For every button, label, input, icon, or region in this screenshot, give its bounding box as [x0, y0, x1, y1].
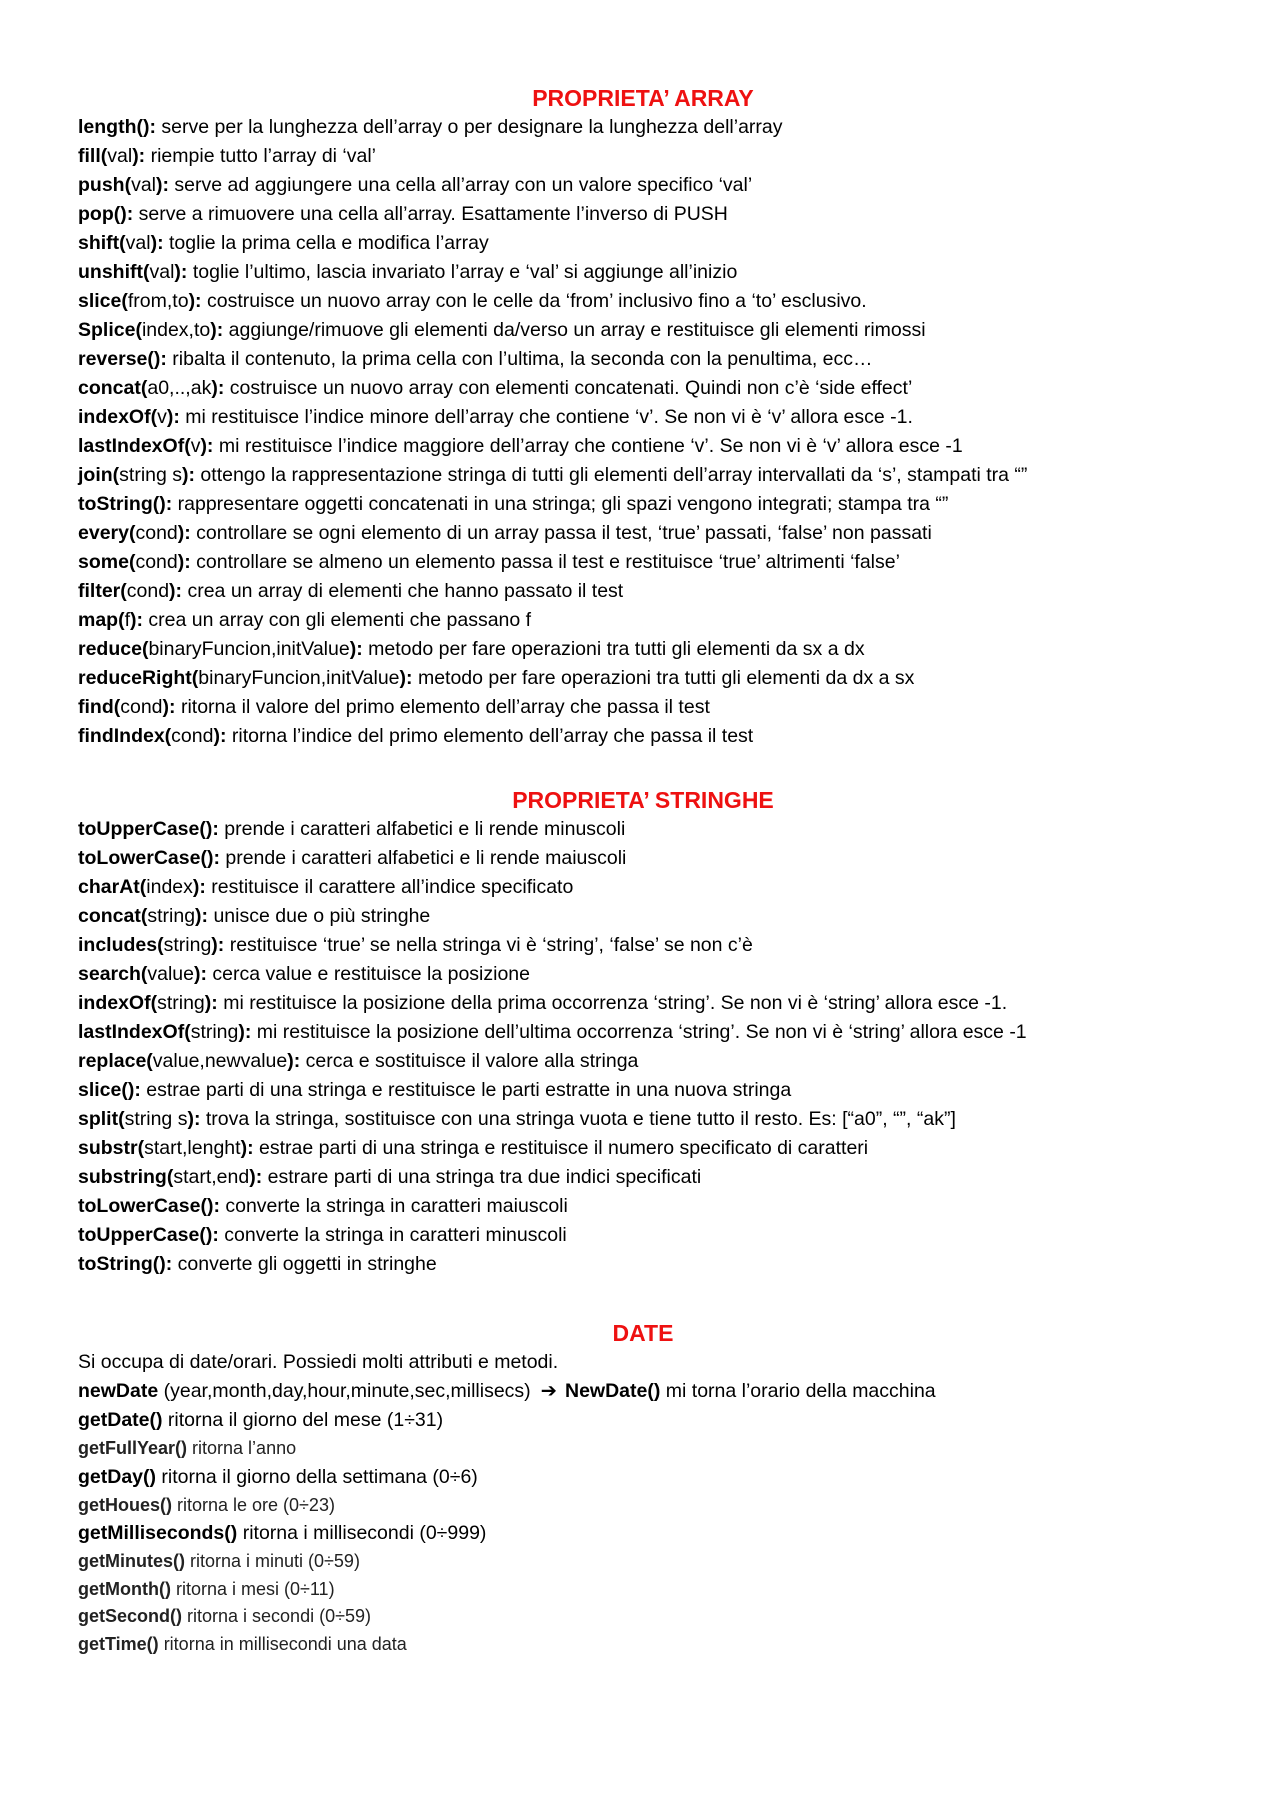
method-name: slice() [78, 1079, 135, 1101]
method-args: cond [171, 725, 214, 747]
method-description: ): serve ad aggiungere una cella all’array con un valore specifico ‘val’ [156, 174, 753, 196]
date-method-name: getTime() [78, 1633, 159, 1654]
method-line [78, 548, 1208, 577]
date-method-description: ritorna le ore (0÷23) [172, 1494, 335, 1515]
method-name: reduceRight( [78, 667, 199, 689]
method-line [78, 316, 1208, 345]
method-line [78, 693, 1208, 722]
method-line [78, 873, 1208, 902]
method-line [78, 815, 1208, 844]
method-args: f [124, 609, 131, 631]
method-line [78, 577, 1208, 606]
date-section-title: DATE [612, 1320, 674, 1346]
method-name: search( [78, 963, 148, 985]
method-args: binaryFuncion,initValue [148, 638, 350, 660]
newdate-args: (year,month,day,hour,minute,sec,millisecs) [158, 1380, 531, 1402]
date-method-line [78, 1548, 1208, 1576]
method-line [78, 664, 1208, 693]
method-args: binaryFuncion,initValue [198, 667, 400, 689]
method-line [78, 1018, 1208, 1047]
method-args: v [157, 406, 167, 428]
date-method-description: ritorna i millisecondi (0÷999) [237, 1522, 487, 1544]
date-method-line [78, 1631, 1208, 1659]
method-line [78, 1076, 1208, 1105]
array-section-title: PROPRIETA’ ARRAY [532, 85, 754, 111]
method-line [78, 844, 1208, 873]
method-description: ): restituisce il carattere all’indice specificato [192, 876, 574, 898]
method-args: val [107, 145, 133, 167]
string-methods-list [78, 815, 1208, 1279]
method-args: string [190, 1021, 239, 1043]
method-line [78, 960, 1208, 989]
method-description: : serve a rimuovere una cella all’array. Esattamente l’inverso di PUSH [126, 203, 728, 225]
method-description: ): mi restituisce l’indice maggiore dell’array che contiene ‘v’. Se non vi è ‘v’ allora esce -1 [200, 435, 963, 457]
method-name: reduce( [78, 638, 149, 660]
method-args: a0,..,ak [147, 377, 212, 399]
method-description: : rappresentare oggetti concatenati in una stringa; gli spazi vengono integrati; stampa tra “” [165, 493, 949, 515]
newdate-line [78, 1377, 1208, 1406]
array-methods-list [78, 113, 1208, 751]
method-args: value [147, 963, 194, 985]
date-method-name: getMonth() [78, 1578, 171, 1599]
method-description: ): ritorna il valore del primo elemento dell’array che passa il test [162, 696, 710, 718]
method-description: : prende i caratteri alfabetici e li rende minuscoli [212, 818, 626, 840]
method-args: cond [135, 551, 178, 573]
method-description: ): toglie la prima cella e modifica l’array [150, 232, 489, 254]
date-method-description: ritorna il giorno del mese (1÷31) [162, 1409, 444, 1431]
method-description: ): mi restituisce la posizione dell’ultima occorrenza ‘string’. Se non vi è ‘string’ allora esce -1 [238, 1021, 1027, 1043]
date-method-description: ritorna il giorno della settimana (0÷6) [156, 1465, 478, 1488]
date-method-line [78, 1492, 1208, 1520]
method-name: toString() [78, 1253, 166, 1275]
method-line [78, 931, 1208, 960]
method-line [78, 113, 1208, 142]
date-method-name: getSecond() [78, 1606, 183, 1626]
method-description: ): mi restituisce l’indice minore dell’array che contiene ‘v’. Se non vi è ‘v’ allora esce -1. [166, 406, 913, 428]
date-section [78, 1318, 1208, 1658]
method-args: val [125, 232, 151, 254]
method-name: unshift( [78, 261, 150, 283]
method-line [78, 902, 1208, 931]
method-args: start,lenght [144, 1137, 241, 1159]
method-line [78, 200, 1208, 229]
method-args: string [157, 992, 205, 1014]
method-args: value,newvalue [152, 1050, 288, 1072]
date-method-name: getMilliseconds() [78, 1522, 238, 1544]
method-line [78, 258, 1208, 287]
method-line [78, 1163, 1208, 1192]
method-line [78, 461, 1208, 490]
method-line [78, 1221, 1208, 1250]
method-name: map( [78, 609, 125, 631]
method-name: some( [78, 551, 136, 573]
method-description: ): crea un array di elementi che hanno passato il test [169, 580, 624, 602]
date-method-name: getFullYear() [78, 1438, 188, 1458]
method-args: val [131, 174, 157, 196]
method-args: string s [124, 1108, 188, 1130]
method-line [78, 635, 1208, 664]
method-name: length() [78, 116, 150, 138]
method-name: toString() [78, 493, 166, 515]
method-name: lastIndexOf( [78, 435, 191, 457]
method-args: cond [135, 522, 178, 544]
method-line [78, 989, 1208, 1018]
method-args: string [163, 934, 212, 956]
date-method-description: ritorna i secondi (0÷59) [182, 1606, 371, 1626]
method-name: Splice( [78, 319, 142, 341]
date-method-description: ritorna i mesi (0÷11) [170, 1578, 335, 1599]
method-description: : serve per la lunghezza dell’array o per designare la lunghezza dell’array [149, 116, 783, 138]
newdate-desc2: mi torna l’orario della macchina [660, 1380, 936, 1402]
method-line [78, 287, 1208, 316]
date-method-line [78, 1463, 1208, 1492]
method-name: reverse() [78, 348, 161, 370]
newdate-name: newDate [78, 1380, 159, 1402]
method-name: toUpperCase() [78, 1224, 213, 1246]
method-name: every( [78, 522, 136, 544]
date-method-description: ritorna l’anno [187, 1438, 297, 1458]
method-description: ): costruisce un nuovo array con elementi concatenati. Quindi non c’è ‘side effect’ [211, 377, 913, 399]
method-line [78, 722, 1208, 751]
method-name: find( [78, 696, 121, 718]
method-line [78, 142, 1208, 171]
method-description: ): cerca value e restituisce la posizione [194, 963, 530, 985]
date-method-line [78, 1519, 1208, 1548]
method-description: ): ottengo la rappresentazione stringa di tutti gli elementi dell’array intervallati da ‘s’, stampati tra “” [182, 464, 1028, 486]
method-name: substr( [78, 1137, 145, 1159]
method-args: string s [119, 464, 183, 486]
method-name: lastIndexOf( [78, 1021, 191, 1043]
method-args: string [147, 905, 196, 927]
method-name: indexOf( [78, 406, 158, 428]
method-description: : prende i caratteri alfabetici e li rende maiuscoli [213, 847, 627, 869]
string-section [78, 785, 1208, 1279]
method-name: findIndex( [78, 725, 172, 747]
method-name: substring( [78, 1166, 174, 1188]
method-description: ): cerca e sostituisce il valore alla stringa [287, 1050, 639, 1072]
method-name: toLowerCase() [78, 847, 214, 869]
method-description: ): crea un array con gli elementi che passano f [130, 609, 532, 631]
method-description: : converte la stringa in caratteri minuscoli [212, 1224, 567, 1246]
method-name: indexOf( [78, 992, 158, 1014]
method-line [78, 490, 1208, 519]
method-description: : ribalta il contenuto, la prima cella con l’ultima, la seconda con la penultima, ecc… [160, 348, 873, 370]
method-description: ): controllare se ogni elemento di un array passa il test, ‘true’ passati, ‘false’ non passati [177, 522, 932, 544]
method-name: toLowerCase() [78, 1195, 214, 1217]
method-args: val [149, 261, 175, 283]
method-name: charAt( [78, 876, 147, 898]
string-section-title: PROPRIETA’ STRINGHE [512, 787, 774, 813]
date-methods-list [78, 1406, 1208, 1658]
method-line [78, 1134, 1208, 1163]
method-description: ): estrae parti di una stringa e restituisce il numero specificato di caratteri [240, 1137, 869, 1159]
method-name: includes( [78, 934, 164, 956]
method-name: join( [78, 464, 120, 486]
date-method-name: getHoues() [78, 1494, 172, 1515]
method-args: from,to [127, 290, 189, 312]
method-args: cond [120, 696, 163, 718]
array-section [78, 83, 1208, 751]
method-args: v [190, 435, 201, 457]
method-line [78, 345, 1208, 374]
date-method-name: getDate() [78, 1409, 163, 1431]
method-args: index [146, 876, 193, 898]
method-args: cond [126, 580, 170, 602]
date-method-line [78, 1435, 1208, 1463]
method-name: split( [78, 1108, 125, 1130]
date-method-line [78, 1576, 1208, 1604]
newdate-name2: NewDate() [565, 1380, 661, 1402]
method-line [78, 606, 1208, 635]
date-method-name: getMinutes() [78, 1551, 185, 1571]
method-line [78, 432, 1208, 461]
method-line [78, 519, 1208, 548]
method-description: ): toglie l’ultimo, lascia invariato l’array e ‘val’ si aggiunge all’inizio [174, 261, 738, 283]
method-description: ): estrare parti di una stringa tra due indici specificati [249, 1166, 702, 1188]
method-line [78, 229, 1208, 258]
date-method-description: ritorna in millisecondi una data [158, 1633, 407, 1654]
method-description: : converte gli oggetti in stringhe [165, 1253, 437, 1275]
method-line [78, 1192, 1208, 1221]
method-description: ): riempie tutto l’array di ‘val’ [132, 145, 377, 167]
method-name: shift( [78, 232, 126, 254]
method-description: ): metodo per fare operazioni tra tutti gli elementi da dx a sx [399, 667, 915, 689]
method-line [78, 1047, 1208, 1076]
method-description: ): restituisce ‘true’ se nella stringa vi è ‘string’, ‘false’ se non c’è [211, 934, 753, 956]
method-description: : estrae parti di una stringa e restituisce le parti estratte in una nuova stringa [134, 1079, 792, 1101]
method-description: ): aggiunge/rimuove gli elementi da/verso un array e restituisce gli elementi rimossi [210, 319, 926, 341]
method-description: ): metodo per fare operazioni tra tutti gli elementi da sx a dx [349, 638, 865, 660]
date-method-name: getDay() [78, 1465, 157, 1488]
method-name: slice( [78, 290, 128, 312]
method-name: fill( [78, 145, 108, 167]
method-line [78, 171, 1208, 200]
date-method-line [78, 1603, 1208, 1631]
method-name: pop() [78, 203, 127, 225]
method-description: ): unisce due o più stringhe [195, 905, 431, 927]
method-line [78, 403, 1208, 432]
method-name: toUpperCase() [78, 818, 213, 840]
method-name: push( [78, 174, 132, 196]
method-line [78, 374, 1208, 403]
method-args: start,end [173, 1166, 250, 1188]
date-intro: Si occupa di date/orari. Possiedi molti attributi e metodi. [78, 1351, 559, 1373]
method-description: ): trova la stringa, sostituisce con una stringa vuota e tiene tutto il resto. Es: [“a0”, “”, “ak”] [187, 1108, 956, 1130]
date-method-line [78, 1406, 1208, 1435]
method-name: replace( [78, 1050, 153, 1072]
method-line [78, 1250, 1208, 1279]
arrow-right-icon: ➔ [540, 1380, 557, 1402]
method-name: filter( [78, 580, 127, 602]
method-args: index,to [141, 319, 211, 341]
method-description: ): controllare se almeno un elemento passa il test e restituisce ‘true’ altrimenti ‘false’ [177, 551, 900, 573]
method-description: ): ritorna l’indice del primo elemento dell’array che passa il test [213, 725, 754, 747]
method-description: ): mi restituisce la posizione della prima occorrenza ‘string’. Se non vi è ‘string’ allora esce -1. [204, 992, 1008, 1014]
method-description: ): costruisce un nuovo array con le celle da ‘from’ inclusivo fino a ‘to’ esclusivo. [188, 290, 867, 312]
method-description: : converte la stringa in caratteri maiuscoli [213, 1195, 568, 1217]
method-name: concat( [78, 905, 148, 927]
method-line [78, 1105, 1208, 1134]
method-name: concat( [78, 377, 148, 399]
date-method-description: ritorna i minuti (0÷59) [185, 1551, 360, 1571]
